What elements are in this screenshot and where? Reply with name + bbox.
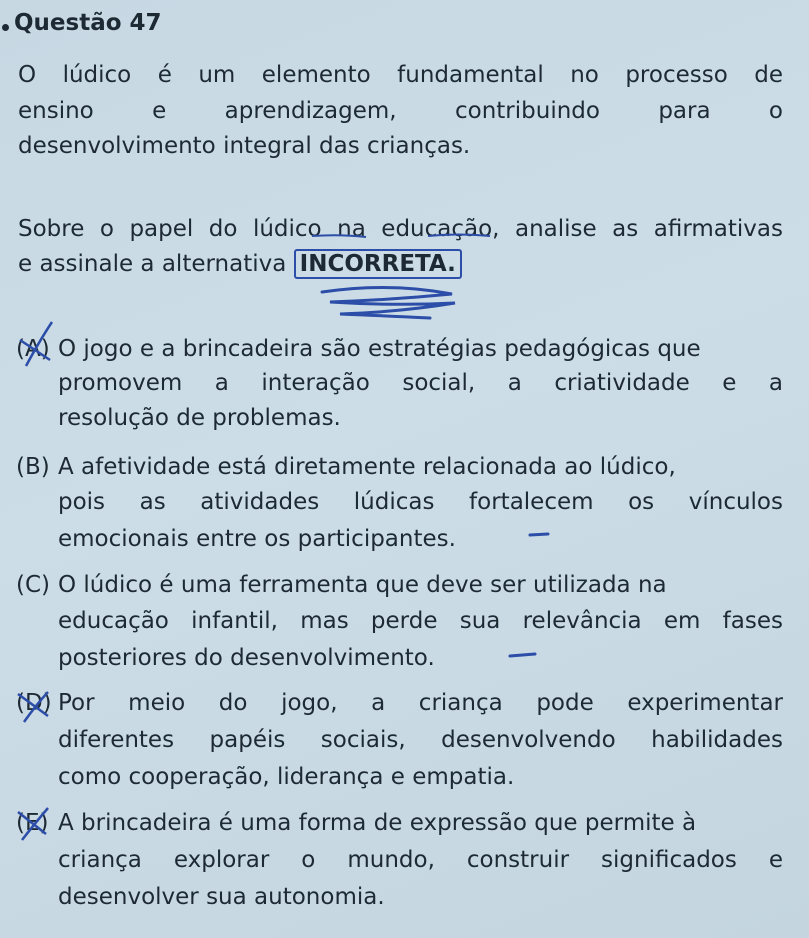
incorreta-emphasis: INCORRETA. xyxy=(294,249,462,279)
option-a-line-2: promovem a interação social, a criatividade e a xyxy=(58,370,783,396)
option-e-line-1: A brincadeira é uma forma de expressão que permite à xyxy=(58,810,697,836)
option-b-line-1: A afetividade está diretamente relacionada ao lúdico, xyxy=(58,454,676,480)
option-d-line-1: Por meio do jogo, a criança pode experimentar xyxy=(58,690,783,716)
option-d-letter[interactable]: (D) xyxy=(16,690,52,716)
option-b-letter[interactable]: (B) xyxy=(16,454,50,480)
option-a-line-3: resolução de problemas. xyxy=(58,405,341,431)
option-b-line-3: emocionais entre os participantes. xyxy=(58,526,456,552)
prompt-text: e assinale a alternativa xyxy=(18,251,287,277)
option-e-line-3: desenvolver sua autonomia. xyxy=(58,884,385,910)
option-b-line-2: pois as atividades lúdicas fortalecem os vínculos xyxy=(58,489,783,515)
intro-line-3: desenvolvimento integral das crianças. xyxy=(18,133,471,159)
question-title: Questão 47 xyxy=(14,10,162,36)
option-d-line-2: diferentes papéis sociais, desenvolvendo habilidades xyxy=(58,727,783,753)
option-c-letter[interactable]: (C) xyxy=(16,572,51,598)
intro-line-2: ensino e aprendizagem, contribuindo para o xyxy=(18,98,783,124)
option-c-line-3: posteriores do desenvolvimento. xyxy=(58,645,435,671)
scribble-mark xyxy=(322,287,455,318)
option-d-line-3: como cooperação, liderança e empatia. xyxy=(58,764,515,790)
option-e-letter[interactable]: (E) xyxy=(16,810,49,836)
option-a-line-1: O jogo e a brincadeira são estratégias pedagógicas que xyxy=(58,336,701,362)
option-e-line-2: criança explorar o mundo, construir significados e xyxy=(58,847,783,873)
option-c-line-1: O lúdico é uma ferramenta que deve ser utilizada na xyxy=(58,572,667,598)
prompt-line-2 xyxy=(18,249,783,279)
option-c-line-2: educação infantil, mas perde sua relevância em fases xyxy=(58,608,783,634)
intro-line-1: O lúdico é um elemento fundamental no processo de xyxy=(18,62,783,88)
bullet-dot xyxy=(2,24,9,31)
prompt-line-1: Sobre o papel do lúdico na educação, analise as afirmativas xyxy=(18,216,783,242)
option-a-letter[interactable]: (A) xyxy=(16,336,50,362)
